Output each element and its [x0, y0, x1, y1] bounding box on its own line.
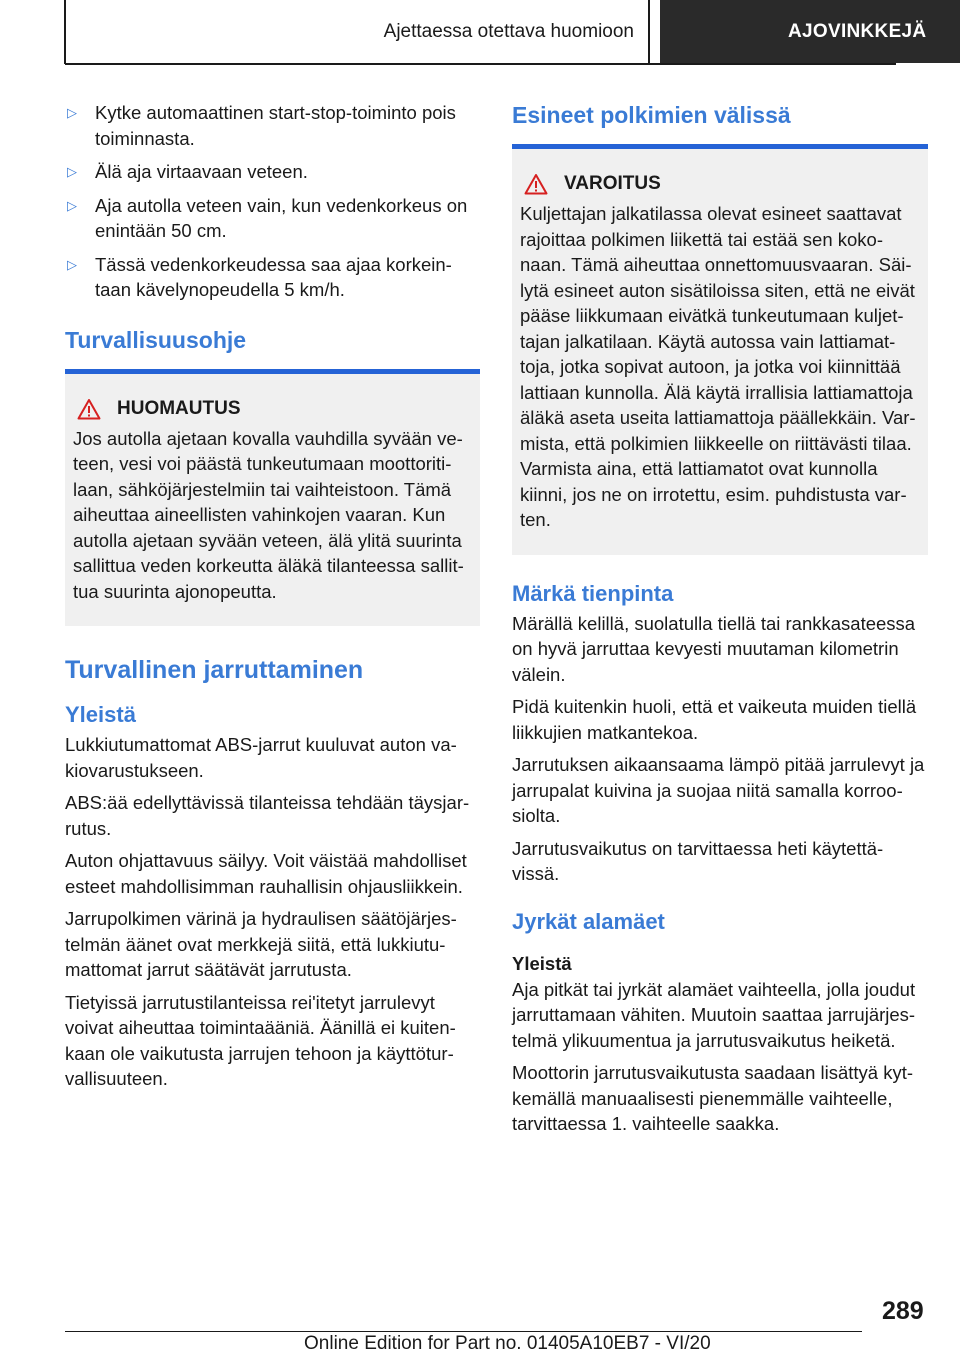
- warning-label: VAROITUS: [564, 173, 661, 194]
- warning-header: [520, 173, 920, 195]
- braking-heading: Turvallinen jarruttaminen: [65, 656, 364, 684]
- notice-body: [73, 426, 472, 605]
- paragraph: ABS:ää edellyttävissä tilanteissa tehdään täysjar-rutus.: [65, 792, 470, 839]
- warning-text: Kuljettajan jalkatilassa olevat esineet saattavat rajoittaa polkimen liikettä tai estää sen koko-naan. Tämä aiheuttaa onnettomuusvaaran. Säi-lytä esineet auton sisätiloissa siten, että ne eivät pääse liikkumaan eivätkä tunkeutumaan kuljet-tajan jalkatilaan. Käytä autossa vain lattiamat-toja, jotka sopivat autoon, ja jotka voi kiinnittää lattiaan kunnolla. Älä käytä irrallisia lattiamattoja äläkä aseta useita lattiamattoja päällekkäin. Var-mista, että polkimien liikkeelle on riittävästi tilaa. Varmista aina, että lattiamatot ovat kunnolla kiinni, jos ne on irrotettu, esim. puhdistusta var-ten.: [520, 203, 916, 530]
- notice-text: Jos autolla ajetaan kovalla vauhdilla syvään ve-teen, vesi voi päästä tunkeutumaan moottoriti-laan, sähköjärjestelmiin tai vaihteistoon. Tämä aiheuttaa aineellisten vahinkojen vaaran. Kun autolla ajetaan syvään veteen, älä ylitä suurinta sallittua veden korkeutta äläkä tilanteessa sallit-tua suurinta ajonopeutta.: [73, 427, 464, 602]
- triangle-bullet-icon: ▷: [67, 164, 77, 179]
- paragraph: Jarrutusvaikutus on tarvittaessa heti käytettä-vissä.: [512, 837, 884, 884]
- triangle-bullet-icon: ▷: [67, 197, 77, 213]
- paragraph: Jarrupolkimen värinä ja hydraulisen säätöjärjes-telmän äänet ovat merkkejä siitä, että lukkiutu-mattomat jarrut säätävät jarrutusta.: [65, 908, 457, 980]
- notice-header: [73, 398, 472, 420]
- page-number: 289: [882, 1297, 924, 1325]
- warning-triangle-icon: [77, 398, 101, 420]
- footer-edition: Online Edition for Part no. 01405A10EB7 - VI/20: [304, 1333, 711, 1354]
- notice-label: HUOMAUTUS: [117, 397, 241, 419]
- paragraph: Lukkiutumattomat ABS-jarrut kuuluvat auton va-kiovarustukseen.: [65, 734, 457, 781]
- paragraph: Aja pitkät tai jyrkät alamäet vaihteella, jolla joudut jarruttamaan vähiten. Muutoin saattaa jarrujärjes-telmä ylikuumentua ja jarrutusvaikutus heiketä.: [512, 978, 916, 1051]
- list-item: ▷ Kytke automaattinen start-stop-toiminto pois toiminnasta.: [67, 102, 456, 149]
- slopes-heading: Jyrkät alamäet: [512, 908, 665, 934]
- general-heading: Yleistä: [65, 702, 136, 727]
- safety-heading: Turvallisuusohje: [65, 326, 247, 353]
- left-column: [65, 100, 480, 1099]
- paragraph: Auton ohjattavuus säilyy. Voit väistää mahdolliset esteet mahdollisimman rauhallisin ohjausliikkein.: [65, 850, 467, 897]
- paragraph: Märällä kelillä, suolatulla tiellä tai rankkasateessa on hyvä jarruttaa kevyesti muutaman kilometrin välein.: [512, 612, 916, 685]
- footer-rule: [65, 1331, 862, 1332]
- water-bullet-list: [65, 100, 480, 303]
- notice-box: [65, 374, 480, 627]
- header-chapter-tab: [660, 0, 960, 63]
- paragraph: Pidä kuitenkin huoli, että et vaikeuta muiden tiellä liikkujien matkantekoa.: [512, 696, 917, 743]
- warning-triangle-icon: [524, 173, 548, 195]
- list-item: ▷ Älä aja virtaavaan veteen.: [65, 159, 480, 185]
- paragraph: Tietyissä jarrutustilanteissa rei'itetyt jarrulevyt voivat aiheuttaa toimintaääniä. Äänillä ei kuiten-kaan ole vaikutusta jarrujen tehoon ja käyttötur-vallisuuteen.: [65, 991, 456, 1089]
- list-item: ▷ Aja autolla veteen vain, kun vedenkorkeus on enintään 50 cm.: [67, 194, 468, 241]
- header-chapter-label: AJOVINKKEJÄ: [788, 20, 927, 42]
- paragraph: Moottorin jarrutusvaikutusta saadaan lisättyä kyt-kemällä manuaalisesti pienemmälle vaihteelle, tarvittaessa 1. vaihteelle saakka.: [512, 1062, 914, 1134]
- wet-road-heading: Märkä tienpinta: [512, 580, 674, 606]
- list-item: ▷ Tässä vedenkorkeudessa saa ajaa korkein-taan kävelynopeudella 5 km/h.: [67, 253, 452, 300]
- pedals-heading: Esineet polkimien välissä: [512, 102, 791, 128]
- paragraph: Jarrutuksen aikaansaama lämpö pitää jarrulevyt ja jarrupalat kuivina ja suojaa niitä samalla korroo-siolta.: [512, 754, 925, 826]
- right-column: [512, 100, 928, 1144]
- warning-body: [520, 201, 920, 533]
- slopes-subheading: Yleistä: [512, 952, 572, 974]
- header-rule: [65, 63, 896, 65]
- header-divider-right: [648, 0, 650, 64]
- header-section-title: Ajettaessa otettava huomioon: [383, 20, 634, 42]
- warning-box: [512, 149, 928, 555]
- triangle-bullet-icon: ▷: [67, 105, 77, 120]
- triangle-bullet-icon: ▷: [67, 256, 77, 272]
